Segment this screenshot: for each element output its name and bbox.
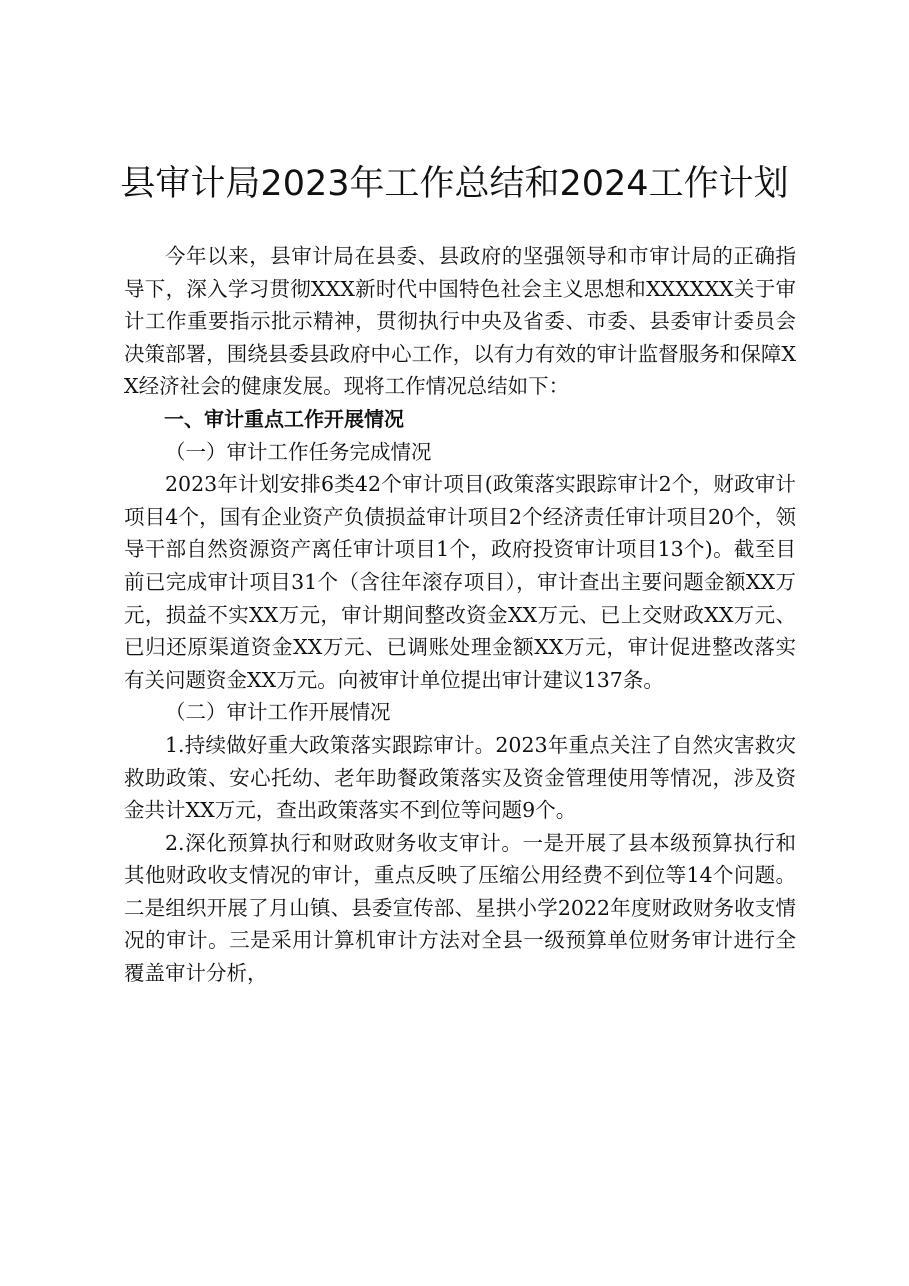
document-title: 县审计局2023年工作总结和2024工作计划: [120, 164, 789, 204]
policy-audit-paragraph: 1.持续做好重大政策落实跟踪审计。2023年重点关注了自然灾害救灾救助政策、安心托幼、老年助餐政策落实及资金管理使用等情况，涉及资金共计XX万元，查出政策落实不到位等问题9个。: [124, 732, 796, 823]
section-heading-1: 一、审计重点工作开展情况: [164, 406, 404, 431]
document-body: [124, 240, 796, 990]
subsection-heading-2: （二）审计工作开展情况: [165, 700, 391, 725]
budget-audit-paragraph: 2.深化预算执行和财政财务收支审计。一是开展了县本级预算执行和其他财政收支情况的审计，重点反映了压缩公用经费不到位等14个问题。二是组织开展了月山镇、县委宣传部、星拱小学2022年度财政财务收支情况的审计。三是采用计算机审计方法对全县一级预算单位财务审计进行全覆盖审计分析，: [124, 830, 796, 986]
task-completion-paragraph: 2023年计划安排6类42个审计项目(政策落实跟踪审计2个，财政审计项目4个，国有企业资产负债损益审计项目2个经济责任审计项目20个，领导干部自然资源资产离任审计项目1个，政府投资审计项目13个)。截至目前已完成审计项目31个（含往年滚存项目），审计查出主要问题金额XX万元，损益不实XX万元，审计期间整改资金XX万元、已上交财政XX万元、已归还原渠道资金XX万元、已调账处理金额XX万元，审计促进整改落实有关问题资金XX万元。向被审计单位提出审计建议137条。: [124, 472, 796, 692]
intro-paragraph: 今年以来，县审计局在县委、县政府的坚强领导和市审计局的正确指导下，深入学习贯彻XXX新时代中国特色社会主义思想和XXXXXX关于审计工作重要指示批示精神，贯彻执行中央及省委、市委、县委审计委员会决策部署，围绕县委县政府中心工作，以有力有效的审计监督服务和保障XX经济社会的健康发展。现将工作情况总结如下：: [124, 244, 796, 399]
subsection-heading-1: （一）审计工作任务完成情况: [165, 439, 432, 464]
